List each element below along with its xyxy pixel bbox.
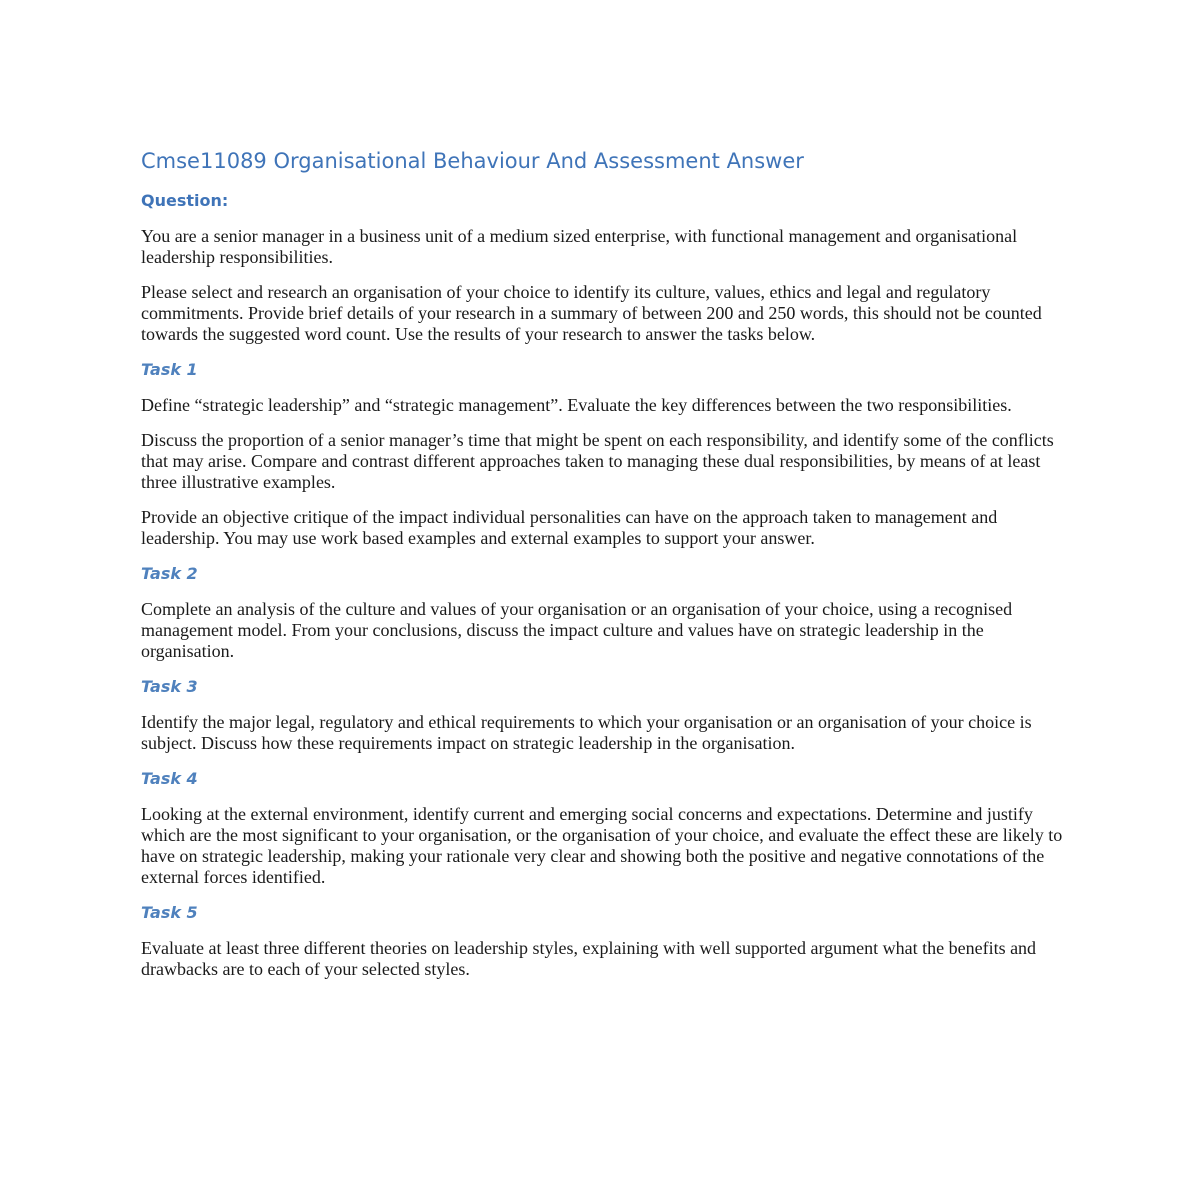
task-5-paragraph-1: Evaluate at least three different theories on leadership styles, explaining with well supported argument what the benefits and drawbacks are to each of your selected styles. [141,938,1037,979]
task-1-paragraph-2: Discuss the proportion of a senior manager’s time that might be spent on each responsibility, and identify some of the conflicts that may arise. Compare and contrast different approaches taken to managing these dual responsibilities, by means of at least three illustrative examples. [141,430,1054,492]
question-heading: Question: [141,191,229,210]
task-4-paragraph-1: Looking at the external environment, identify current and emerging social concerns and expectations. Determine and justify which are the most significant to your organisation, or the organisation of your choice, and evaluate the effect these are likely to have on strategic leadership, making your rationale very clear and showing both the positive and negative connotations of the external forces identified. [141,804,1063,887]
intro-paragraph-1: You are a senior manager in a business unit of a medium sized enterprise, with functional management and organisational leadership responsibilities. [141,226,1018,267]
task-3-paragraph-1: Identify the major legal, regulatory and ethical requirements to which your organisation or an organisation of your choice is subject. Discuss how these requirements impact on strategic leadership in the organisation. [141,712,1032,753]
task-4-heading: Task 4 [141,769,198,788]
document-title: Cmse11089 Organisational Behaviour And Assessment Answer [141,149,804,173]
intro-paragraph-2: Please select and research an organisation of your choice to identify its culture, values, ethics and legal and regulatory commitments. Provide brief details of your research in a summary of between 200 and 250 words, this should not be counted towards the suggested word count. Use the results of your research to answer the tasks below. [141,282,1042,344]
task-2-heading: Task 2 [141,564,198,583]
document-page [141,146,1066,980]
task-5-heading: Task 5 [141,903,198,922]
task-3-heading: Task 3 [141,677,198,696]
task-1-paragraph-3: Provide an objective critique of the impact individual personalities can have on the approach taken to management and leadership. You may use work based examples and external examples to support your answer. [141,507,998,548]
task-1-heading: Task 1 [141,360,198,379]
task-2-paragraph-1: Complete an analysis of the culture and values of your organisation or an organisation of your choice, using a recognised management model. From your conclusions, discuss the impact culture and values have on strategic leadership in the organisation. [141,599,1013,661]
task-1-paragraph-1: Define “strategic leadership” and “strategic management”. Evaluate the key differences between the two responsibilities. [141,395,1012,415]
